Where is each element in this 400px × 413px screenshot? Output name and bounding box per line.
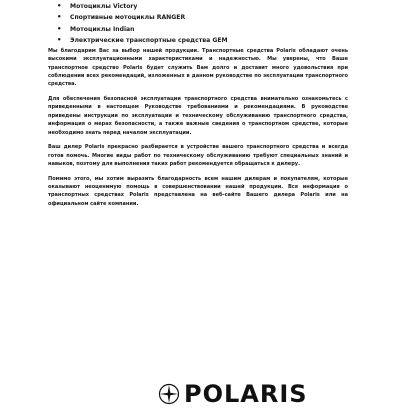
dealer-paragraph: Ваш дилер Polaris прекрасно разбирается в устройстве вашего транспортного средства и всегда готов помочь. Многие виды работ по техническому обслуживанию требуют специальных знаний и навыков, поэтому для выполнения таких работ рекомендуется обращаться к дилеру.	[48, 144, 348, 168]
list-item: • Спортивные мотоциклы RANGER	[70, 12, 348, 23]
logo-wordmark: POLARIS	[184, 380, 308, 408]
list-item: • Электрические транспортные средства GEM	[70, 35, 348, 46]
intro-paragraph: Мы благодарим Вас за выбор нашей продукции. Транспортные средства Polaris обладают очень высокими эксплуатационными характеристиками и надежностью. Мы уверены, что Ваше транспортное средство Polaris будет служить Вам долго и доставит много удовольствия при соблюдении всех рекомендаций, изложенных в данном руководстве по эксплуатации транспортного средства.	[48, 47, 348, 88]
thanks-paragraph: Помимо этого, мы хотим выразить благодарность всем нашим дилерам и покупателям, которые оказывают неоценимую помощь в совершенствовании нашей продукции. Вся информация о транспортных средствах Polaris представлена на веб-сайте Вашего дилера Polaris или на официальном сайте компании.	[48, 175, 348, 207]
safety-paragraph: Для обеспечения безопасной эксплуатации транспортного средства внимательно ознакомьтесь с приведенными в настоящем Руководстве требованиями и рекомендациями. В руководстве приведены инструкции по эксплуатации и техническому обслуживанию транспортного средства, информация о мерах безопасности, а также важные сведения о транспортном средстве, которые необходимо знать перед началом эксплуатации.	[48, 95, 348, 136]
star-emblem-icon	[158, 383, 180, 405]
vehicle-list	[48, 1, 348, 47]
list-item: • Мотоциклы Indian	[70, 24, 348, 35]
list-item: • Мотоциклы Victory	[70, 1, 348, 12]
polaris-logo	[158, 380, 308, 413]
